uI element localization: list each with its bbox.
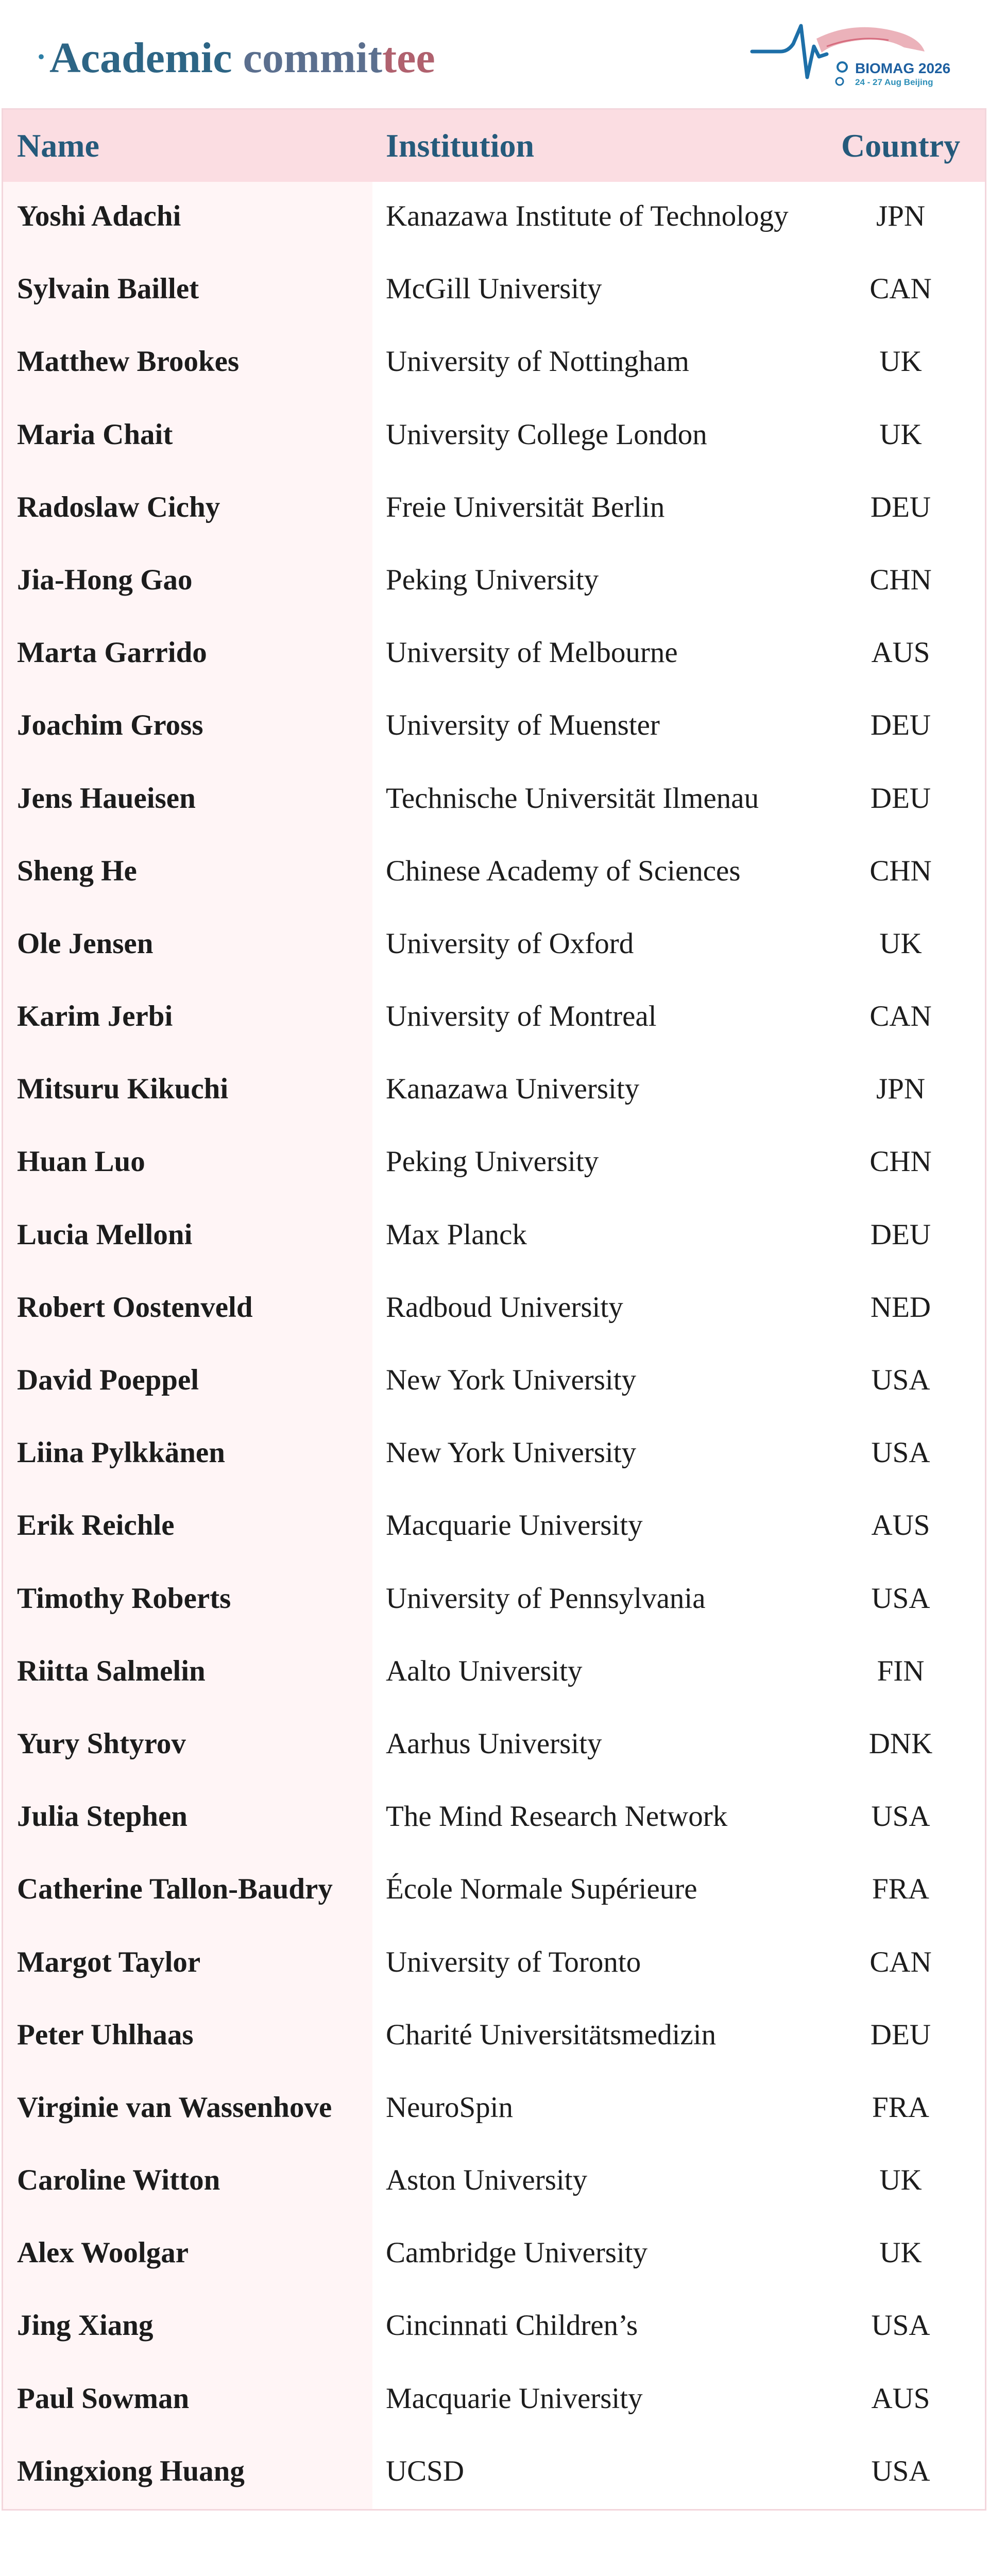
logo-date-location: 24 - 27 Aug Beijing — [855, 77, 933, 87]
member-name: Yoshi Adachi — [17, 200, 181, 232]
member-country: UK — [879, 345, 922, 378]
member-institution: University of Oxford — [386, 927, 634, 960]
page-title-word-2a: commit — [243, 34, 383, 82]
member-country: DEU — [870, 782, 931, 815]
table-row — [3, 1418, 985, 1491]
member-name: Riitta Salmelin — [17, 1654, 206, 1687]
member-country: USA — [871, 2309, 930, 2342]
member-country: DEU — [870, 2018, 931, 2051]
member-name: Radoslaw Cichy — [17, 490, 220, 523]
table-row — [3, 1200, 985, 1273]
table-row — [3, 546, 985, 618]
member-country: USA — [871, 1800, 930, 1833]
member-country: USA — [871, 2454, 930, 2487]
member-institution: The Mind Research Network — [386, 1800, 728, 1833]
member-institution: University of Melbourne — [386, 636, 678, 669]
member-country: UK — [879, 418, 922, 451]
logo-text: BIOMAG 2026 — [855, 60, 951, 76]
member-name: Jia-Hong Gao — [17, 563, 193, 596]
member-country: DEU — [870, 709, 931, 742]
table-row — [3, 2073, 985, 2146]
member-name: Sheng He — [17, 854, 137, 887]
bullet-dot-icon: · — [36, 40, 47, 74]
member-name: Matthew Brookes — [17, 345, 240, 378]
member-institution: Kanazawa University — [386, 1073, 640, 1106]
member-institution: UCSD — [386, 2454, 465, 2487]
table-row — [3, 1491, 985, 1564]
page-title-word-1: Academic — [49, 34, 232, 82]
table-row — [3, 764, 985, 837]
member-institution: Peking University — [386, 563, 599, 596]
member-name: Virginie van Wassenhove — [17, 2091, 332, 2124]
member-institution: Macquarie University — [386, 2382, 643, 2415]
table-row — [3, 1055, 985, 1127]
member-name: David Poeppel — [17, 1364, 199, 1396]
member-country: DEU — [870, 1218, 931, 1251]
member-country: CAN — [869, 273, 932, 306]
member-name: Margot Taylor — [17, 1945, 201, 1978]
column-header-name: Name — [17, 127, 99, 164]
table-row — [3, 1782, 985, 1855]
member-country: CAN — [869, 1000, 932, 1033]
table-row — [3, 618, 985, 691]
table-row — [3, 1928, 985, 2001]
member-name: Timothy Roberts — [17, 1582, 231, 1615]
table-header-row — [3, 110, 985, 182]
member-country: AUS — [871, 636, 930, 669]
member-country: USA — [871, 1436, 930, 1469]
table-row — [3, 400, 985, 473]
member-country: USA — [871, 1364, 930, 1396]
member-country: DNK — [868, 1727, 933, 1760]
member-name: Alex Woolgar — [17, 2236, 189, 2269]
member-name: Julia Stephen — [17, 1800, 188, 1833]
member-institution: Max Planck — [386, 1218, 527, 1251]
member-name: Mitsuru Kikuchi — [17, 1073, 229, 1106]
page-title — [36, 31, 435, 84]
member-institution: University of Montreal — [386, 1000, 657, 1033]
member-institution: Kanazawa Institute of Technology — [386, 200, 789, 232]
member-country: AUS — [871, 1509, 930, 1542]
table-row — [3, 327, 985, 400]
member-institution: Peking University — [386, 1145, 599, 1178]
member-country: UK — [879, 927, 922, 960]
member-institution: University of Nottingham — [386, 345, 689, 378]
member-name: Robert Oostenveld — [17, 1291, 253, 1324]
member-country: DEU — [870, 490, 931, 523]
table-row — [3, 1709, 985, 1782]
member-institution: Radboud University — [386, 1291, 623, 1324]
member-name: Mingxiong Huang — [17, 2454, 245, 2487]
member-name: Peter Uhlhaas — [17, 2018, 194, 2051]
member-name: Catherine Tallon-Baudry — [17, 1873, 333, 1906]
table-row — [3, 1855, 985, 1927]
table-row — [3, 1637, 985, 1709]
member-country: JPN — [876, 1073, 926, 1106]
member-institution: McGill University — [386, 273, 602, 306]
member-name: Lucia Melloni — [17, 1218, 193, 1251]
member-institution: New York University — [386, 1436, 637, 1469]
member-name: Jens Haueisen — [17, 782, 196, 815]
table-row — [3, 2001, 985, 2073]
member-country: CHN — [869, 854, 932, 887]
column-header-institution: Institution — [386, 127, 535, 164]
member-institution: NeuroSpin — [386, 2091, 513, 2124]
table-row — [3, 982, 985, 1055]
member-name: Erik Reichle — [17, 1509, 175, 1542]
table-row — [3, 837, 985, 909]
member-institution: University of Muenster — [386, 709, 660, 742]
member-name: Maria Chait — [17, 418, 173, 451]
table-row — [3, 909, 985, 982]
member-country: FIN — [877, 1654, 925, 1687]
table-row — [3, 255, 985, 327]
table-row — [3, 2218, 985, 2291]
member-name: Joachim Gross — [17, 709, 203, 742]
member-institution: Charité Universitätsmedizin — [386, 2018, 717, 2051]
member-country: JPN — [876, 200, 926, 232]
member-institution: Cambridge University — [386, 2236, 648, 2269]
table-row — [3, 1127, 985, 1200]
member-institution: Technische Universität Ilmenau — [386, 782, 759, 815]
member-country: UK — [879, 2236, 922, 2269]
member-institution: University of Pennsylvania — [386, 1582, 706, 1615]
member-country: NED — [870, 1291, 931, 1324]
table-row — [3, 473, 985, 546]
table-row — [3, 2364, 985, 2437]
member-institution: Macquarie University — [386, 1509, 643, 1542]
table-row — [3, 1273, 985, 1346]
member-name: Paul Sowman — [17, 2382, 190, 2415]
member-name: Caroline Witton — [17, 2164, 220, 2197]
table-row — [3, 691, 985, 764]
member-name: Yury Shtyrov — [17, 1727, 186, 1760]
member-institution: Aarhus University — [386, 1727, 602, 1760]
member-country: CHN — [869, 1145, 932, 1178]
member-name: Huan Luo — [17, 1145, 145, 1178]
table-row — [3, 1346, 985, 1418]
member-institution: Cincinnati Children’s — [386, 2309, 638, 2342]
table-row — [3, 182, 985, 255]
member-country: FRA — [872, 1873, 929, 1906]
member-institution: École Normale Supérieure — [386, 1873, 697, 1906]
member-institution: University of Toronto — [386, 1945, 641, 1978]
member-country: FRA — [872, 2091, 929, 2124]
member-name: Sylvain Baillet — [17, 273, 199, 306]
member-institution: Aalto University — [386, 1654, 583, 1687]
member-country: AUS — [871, 2382, 930, 2415]
table-row — [3, 2437, 985, 2510]
table-row — [3, 2146, 985, 2218]
biomag-logo — [749, 15, 971, 93]
member-name: Liina Pylkkänen — [17, 1436, 225, 1469]
member-institution: Chinese Academy of Sciences — [386, 854, 741, 887]
member-name: Marta Garrido — [17, 636, 207, 669]
committee-table — [2, 108, 986, 2511]
table-row — [3, 1564, 985, 1637]
member-country: CHN — [869, 563, 932, 596]
member-institution: New York University — [386, 1364, 637, 1396]
table-body — [3, 182, 985, 2510]
member-country: CAN — [869, 1945, 932, 1978]
page-title-word-2b: tee — [382, 34, 435, 82]
member-name: Ole Jensen — [17, 927, 154, 960]
column-header-country: Country — [841, 127, 961, 164]
member-name: Karim Jerbi — [17, 1000, 173, 1033]
page-header — [0, 0, 989, 108]
table-row — [3, 2291, 985, 2364]
member-institution: Aston University — [386, 2164, 588, 2197]
member-country: USA — [871, 1582, 930, 1615]
member-institution: University College London — [386, 418, 707, 451]
member-institution: Freie Universität Berlin — [386, 490, 665, 523]
member-name: Jing Xiang — [17, 2309, 154, 2342]
member-country: UK — [879, 2164, 922, 2197]
